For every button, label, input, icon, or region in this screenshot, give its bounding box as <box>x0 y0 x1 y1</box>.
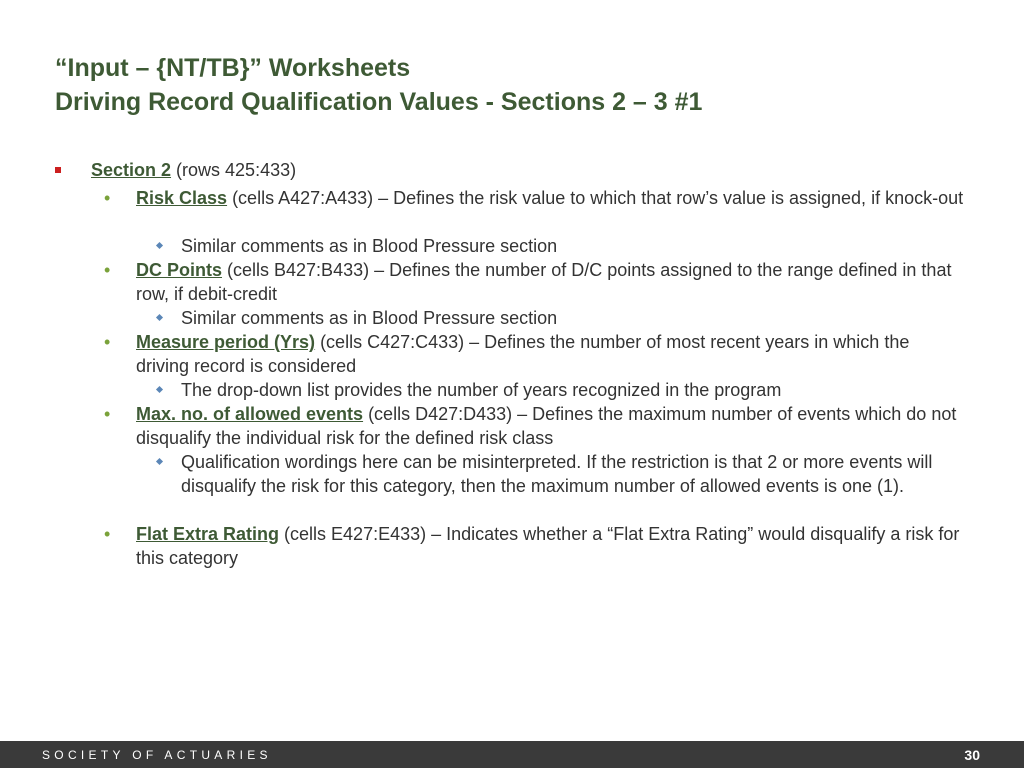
dot-bullet-icon: • <box>104 404 111 424</box>
item-desc: (cells D427:D433) – Defines the maximum number of events which do not disqualify the individual risk for the defined risk class <box>136 404 957 448</box>
section-desc: (rows 425:433) <box>171 160 297 180</box>
item-desc: (cells B427:B433) – Defines the number of D/C points assigned to the range defined in that row, if debit-credit <box>136 260 952 304</box>
sub-item: Qualification wordings here can be misinterpreted. If the restriction is that 2 or more events will disqualify the risk for this category, then the maximum number of allowed events is one (1). <box>181 452 933 496</box>
list-item-flat-extra-rating <box>136 522 966 570</box>
dot-bullet-icon: • <box>104 260 111 280</box>
sub-item: Similar comments as in Blood Pressure section <box>181 236 558 256</box>
item-desc: (cells C427:C433) – Defines the number of most recent years in which the driving record is considered <box>136 332 910 376</box>
item-desc: (cells A427:A433) – Defines the risk value to which that row’s value is assigned, if knock-out <box>227 188 964 208</box>
item-term: Risk Class <box>136 188 228 208</box>
section-heading <box>91 158 296 182</box>
item-desc: (cells E427:E433) – Indicates whether a “Flat Extra Rating” would disqualify a risk for this category <box>136 524 960 568</box>
diamond-bullet-icon <box>156 458 163 465</box>
slide-title-line-2: Driving Record Qualification Values - Sections 2 – 3 #1 <box>55 88 703 116</box>
list-item-risk-class <box>136 186 966 210</box>
page-number: 30 <box>964 747 980 763</box>
item-term: Flat Extra Rating <box>136 524 280 544</box>
diamond-bullet-icon <box>156 314 163 321</box>
item-term: DC Points <box>136 260 223 280</box>
dot-bullet-icon: • <box>104 188 111 208</box>
dot-bullet-icon: • <box>104 524 111 544</box>
diamond-bullet-icon <box>156 386 163 393</box>
list-item-dc-points <box>136 258 966 306</box>
item-term: Measure period (Yrs) <box>136 332 316 352</box>
sub-item: Similar comments as in Blood Pressure section <box>181 308 558 328</box>
section-term: Section 2 <box>91 160 172 180</box>
diamond-bullet-icon <box>156 242 163 249</box>
slide-title-line-1: “Input – {NT/TB}” Worksheets <box>55 54 411 82</box>
slide-title <box>55 51 702 119</box>
dot-bullet-icon: • <box>104 332 111 352</box>
list-item-max-allowed-events <box>136 402 966 450</box>
sub-item: The drop-down list provides the number of years recognized in the program <box>181 380 782 400</box>
item-term: Max. no. of allowed events <box>136 404 364 424</box>
footer-bar <box>0 741 1024 768</box>
footer-brand: SOCIETY OF ACTUARIES <box>42 748 272 762</box>
square-bullet-icon <box>55 167 61 173</box>
list-item-measure-period <box>136 330 966 378</box>
